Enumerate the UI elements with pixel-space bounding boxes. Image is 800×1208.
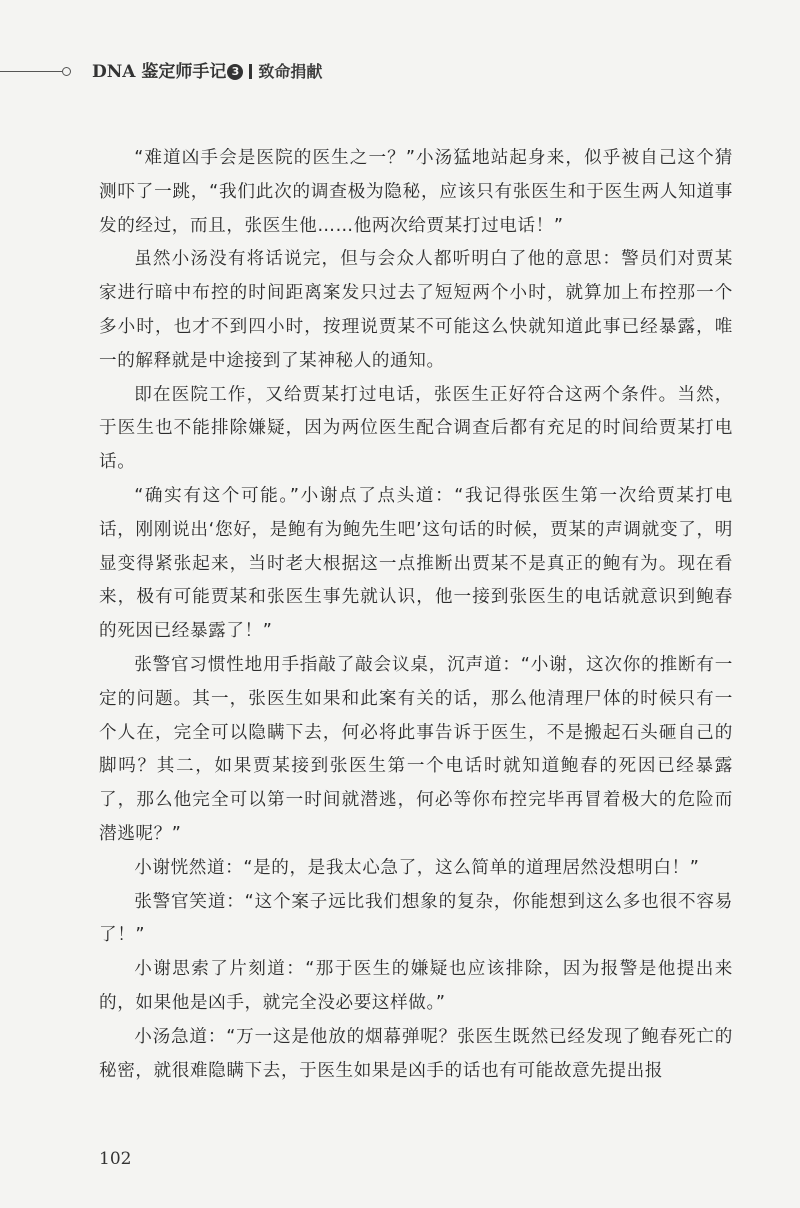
volume-number-badge: 3 xyxy=(227,64,243,80)
page-number: 102 xyxy=(99,1149,132,1169)
header-circle-ornament xyxy=(62,67,71,76)
header-rule xyxy=(0,71,62,72)
book-subtitle: 致命捐献 xyxy=(258,62,323,81)
paragraph: 张警官笑道：“这个案子远比我们想象的复杂，你能想到这么多也很不容易了！” xyxy=(99,891,733,946)
running-header xyxy=(0,56,800,86)
header-separator xyxy=(249,64,252,79)
paragraph: “难道凶手会是医院的医生之一？”小汤猛地站起身来，似乎被自己这个猜测吓了一跳，“我们此次的调查极为隐秘，应该只有张医生和于医生两人知道事发的经过，而且，张医生他……他两次给贾某打过电话！” xyxy=(99,148,733,236)
header-title xyxy=(92,57,322,82)
paragraph: “确实有这个可能。”小谢点了点头道：“我记得张医生第一次给贾某打电话，刚刚说出‘您好，是鲍有为鲍先生吧’这句话的时候，贾某的声调就变了，明显变得紧张起来，当时老大根据这一点推断出贾某不是真正的鲍有为。现在看来，极有可能贾某和张医生事先就认识，他一接到张医生的电话就意识到鲍春的死因已经暴露了！” xyxy=(99,485,733,642)
book-title: DNA 鉴定师手记 xyxy=(92,62,227,82)
paragraph: 张警官习惯性地用手指敲了敲会议桌，沉声道：“小谢，这次你的推断有一定的问题。其一，张医生如果和此案有关的话，那么他清理尸体的时候只有一个人在，完全可以隐瞒下去，何必将此事告诉于医生，不是搬起石头砸自己的脚吗？其二，如果贾某接到张医生第一个电话时就知道鲍春的死因已经暴露了，那么他完全可以第一时间就潜逃，何必等你布控完毕再冒着极大的危险而潜逃呢？” xyxy=(99,654,733,844)
paragraph: 小汤急道：“万一这是他放的烟幕弹呢？张医生既然已经发现了鲍春死亡的秘密，就很难隐瞒下去，于医生如果是凶手的话也有可能故意先提出报 xyxy=(99,1026,733,1081)
paragraph: 小谢思索了片刻道：“那于医生的嫌疑也应该排除，因为报警是他提出来的，如果他是凶手，就完全没必要这样做。” xyxy=(99,959,733,1013)
paragraph: 小谢恍然道：“是的，是我太心急了，这么简单的道理居然没想明白！” xyxy=(134,857,700,878)
paragraph: 虽然小汤没有将话说完，但与会众人都听明白了他的意思：警员们对贾某家进行暗中布控的时间距离案发只过去了短短两个小时，就算加上布控那一个多小时，也才不到四小时，按理说贾某不可能这么快就知道此事已经暴露，唯一的解释就是中途接到了某神秘人的通知。 xyxy=(99,249,733,371)
body-text xyxy=(99,142,733,1088)
paragraph: 即在医院工作，又给贾某打过电话，张医生正好符合这两个条件。当然，于医生也不能排除嫌疑，因为两位医生配合调查后都有充足的时间给贾某打电话。 xyxy=(99,384,733,473)
